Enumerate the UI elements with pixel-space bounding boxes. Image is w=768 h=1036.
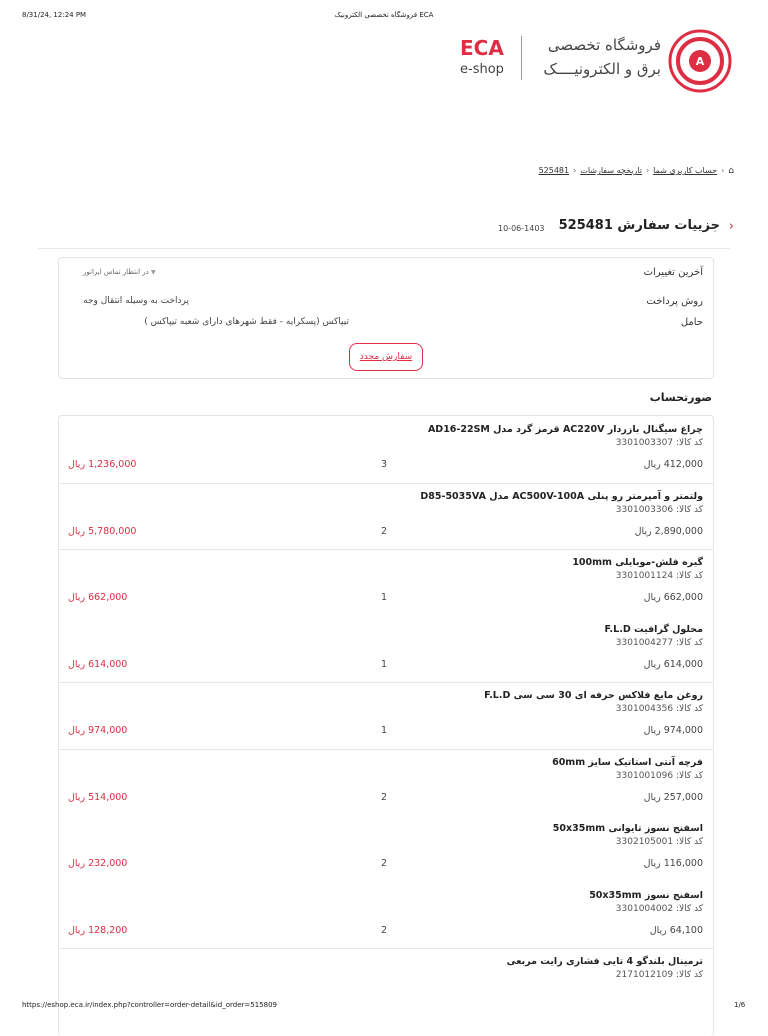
- item-code-value: 3301004356: [615, 704, 674, 714]
- item-total: 974,000 ریال: [68, 725, 128, 736]
- item-quantity: 2: [381, 858, 388, 869]
- item-code: [616, 505, 703, 515]
- status-select[interactable]: [71, 268, 156, 276]
- item-name[interactable]: ولتمتر و آمپرمتر رو پنلی AC500V-100A مدل D85-5035VA: [420, 490, 703, 502]
- table-row: [59, 690, 713, 757]
- item-code-value: 3301001096: [615, 770, 674, 781]
- breadcrumb-account[interactable]: حساب کاربری شما: [653, 166, 718, 175]
- item-unit-price: 662,000 ریال: [643, 592, 703, 603]
- reorder-button[interactable]: سفارش مجدد: [349, 343, 423, 371]
- status-label: آخرین تغییرات: [643, 267, 703, 278]
- item-code-value: 2171012109: [615, 970, 674, 980]
- item-total: 1,236,000 ریال: [68, 459, 137, 470]
- order-details-card: [58, 257, 714, 379]
- logo-brand: ECA: [460, 36, 504, 60]
- row-divider: [59, 749, 713, 750]
- chevron-down-icon: ▼: [151, 269, 156, 276]
- item-unit-price: 2,890,000 ریال: [634, 525, 703, 537]
- payment-label: روش پرداخت: [646, 296, 703, 307]
- logo-divider: [521, 36, 522, 80]
- print-url: https://eshop.eca.ir/index.php?controller=order-detail&id_order=515809: [22, 1001, 277, 1009]
- table-row: [59, 757, 713, 824]
- item-unit-price: 614,000 ریال: [643, 658, 703, 670]
- table-row: [59, 491, 713, 558]
- item-name[interactable]: اسفنج نسوز تایوانی 50x35mm: [552, 823, 703, 834]
- item-total: 662,000 ریال: [68, 592, 128, 603]
- item-name[interactable]: ترمینال بلندگو 4 تایی فشاری رایت مربعی: [506, 956, 703, 967]
- item-code-value: 3301001124: [615, 571, 674, 581]
- item-code: [616, 904, 703, 914]
- breadcrumb-current[interactable]: 525481: [538, 166, 570, 175]
- item-unit-price: 257,000 ریال: [643, 791, 703, 803]
- item-total: 128,200 ریال: [68, 924, 128, 936]
- item-total: 614,000 ریال: [68, 658, 128, 670]
- table-row: [59, 624, 713, 691]
- order-title: جزییات سفارش 525481: [558, 218, 720, 233]
- logo-sub: e-shop: [460, 62, 504, 77]
- header-divider: [38, 248, 730, 249]
- table-row: [59, 424, 713, 491]
- item-name[interactable]: فرچه آنتی استاتیک سایز 60mm: [552, 756, 703, 768]
- order-date: 10-06-1403: [498, 224, 545, 233]
- item-unit-price: 116,000 ریال: [643, 858, 703, 869]
- item-unit-price: 412,000 ریال: [643, 459, 703, 470]
- item-code-label: کد کالا:: [675, 571, 703, 581]
- item-total: 232,000 ریال: [68, 858, 128, 869]
- item-code-label: کد کالا:: [675, 770, 703, 781]
- table-row: [59, 890, 713, 957]
- item-code-label: کد کالا:: [675, 504, 703, 515]
- item-quantity: 1: [381, 658, 388, 670]
- row-divider: [59, 549, 713, 550]
- item-quantity: 1: [381, 592, 388, 603]
- item-code: [616, 438, 703, 448]
- item-quantity: 2: [381, 924, 388, 936]
- item-code-value: 3302105001: [615, 837, 674, 847]
- item-name[interactable]: چراغ سیگنال بازردار AC220V قرمز گرد مدل AD16-22SM: [427, 424, 703, 435]
- item-quantity: 2: [381, 525, 388, 537]
- item-quantity: 3: [381, 459, 388, 470]
- item-code-label: کد کالا:: [675, 438, 703, 448]
- item-name[interactable]: اسفنج نسوز 50x35mm: [589, 889, 703, 901]
- table-row: [59, 956, 713, 1023]
- item-code-value: 3301004002: [615, 903, 674, 914]
- item-quantity: 1: [381, 725, 388, 736]
- item-code: [616, 837, 703, 847]
- svg-text:A: A: [695, 55, 705, 68]
- breadcrumb: ⌂‹حساب کاربری شما‹تاریخچه سفارشات‹525481: [538, 166, 734, 176]
- item-code-label: کد کالا:: [675, 637, 703, 648]
- item-name[interactable]: گیره فلش-موبایلی 100mm: [572, 557, 703, 568]
- item-code-label: کد کالا:: [675, 903, 703, 914]
- item-total: 5,780,000 ریال: [68, 525, 137, 537]
- item-code: [616, 970, 703, 980]
- item-code-value: 3301003307: [615, 438, 674, 448]
- invoice-title: صورتحساب: [649, 391, 712, 404]
- carrier-label: حامل: [680, 317, 703, 328]
- item-code-label: کد کالا:: [675, 704, 703, 714]
- item-quantity: 2: [381, 791, 388, 803]
- item-code-value: 3301004277: [615, 637, 674, 648]
- print-datetime: 8/31/24, 12:24 PM: [22, 11, 87, 19]
- item-code: [616, 771, 703, 781]
- print-page-number: 1/6: [734, 1001, 746, 1009]
- item-code-label: کد کالا:: [675, 837, 703, 847]
- item-name[interactable]: روغن مایع فلاکس حرفه ای 30 سی سی F.L.D: [484, 690, 703, 701]
- item-code-value: 3301003306: [615, 504, 674, 515]
- item-code-label: کد کالا:: [675, 970, 703, 980]
- back-chevron-icon[interactable]: ›: [728, 219, 734, 234]
- carrier-value: تیپاکس (پسکرایه - فقط شهرهای دارای شعبه تیپاکس ): [144, 317, 349, 327]
- row-divider: [59, 483, 713, 484]
- item-name[interactable]: محلول گرافیت F.L.D: [604, 623, 703, 635]
- logo-line2: برق و الکترونیــــک: [543, 60, 661, 78]
- item-unit-price: 64,100 ریال: [649, 924, 703, 936]
- invoice-table: [58, 415, 714, 1036]
- logo-line1: فروشگاه تخصصی: [547, 36, 661, 54]
- site-logo[interactable]: [455, 30, 745, 94]
- status-value: در انتظار تماس اپراتور: [83, 268, 149, 276]
- item-code: [616, 638, 703, 648]
- table-row: [59, 557, 713, 624]
- item-unit-price: 974,000 ریال: [643, 725, 703, 736]
- item-total: 514,000 ریال: [68, 791, 128, 803]
- item-code: [616, 571, 703, 581]
- row-divider: [59, 948, 713, 949]
- table-row: [59, 823, 713, 890]
- breadcrumb-orders[interactable]: تاریخچه سفارشات: [580, 166, 642, 175]
- payment-value: پرداخت به وسیله انتقال وجه: [83, 296, 189, 306]
- home-icon[interactable]: ⌂: [728, 166, 734, 176]
- print-title: ECA فروشگاه تخصصی الکترونیک: [334, 11, 434, 19]
- eca-seal-icon: [667, 28, 733, 94]
- item-code: [616, 704, 703, 714]
- row-divider: [59, 682, 713, 683]
